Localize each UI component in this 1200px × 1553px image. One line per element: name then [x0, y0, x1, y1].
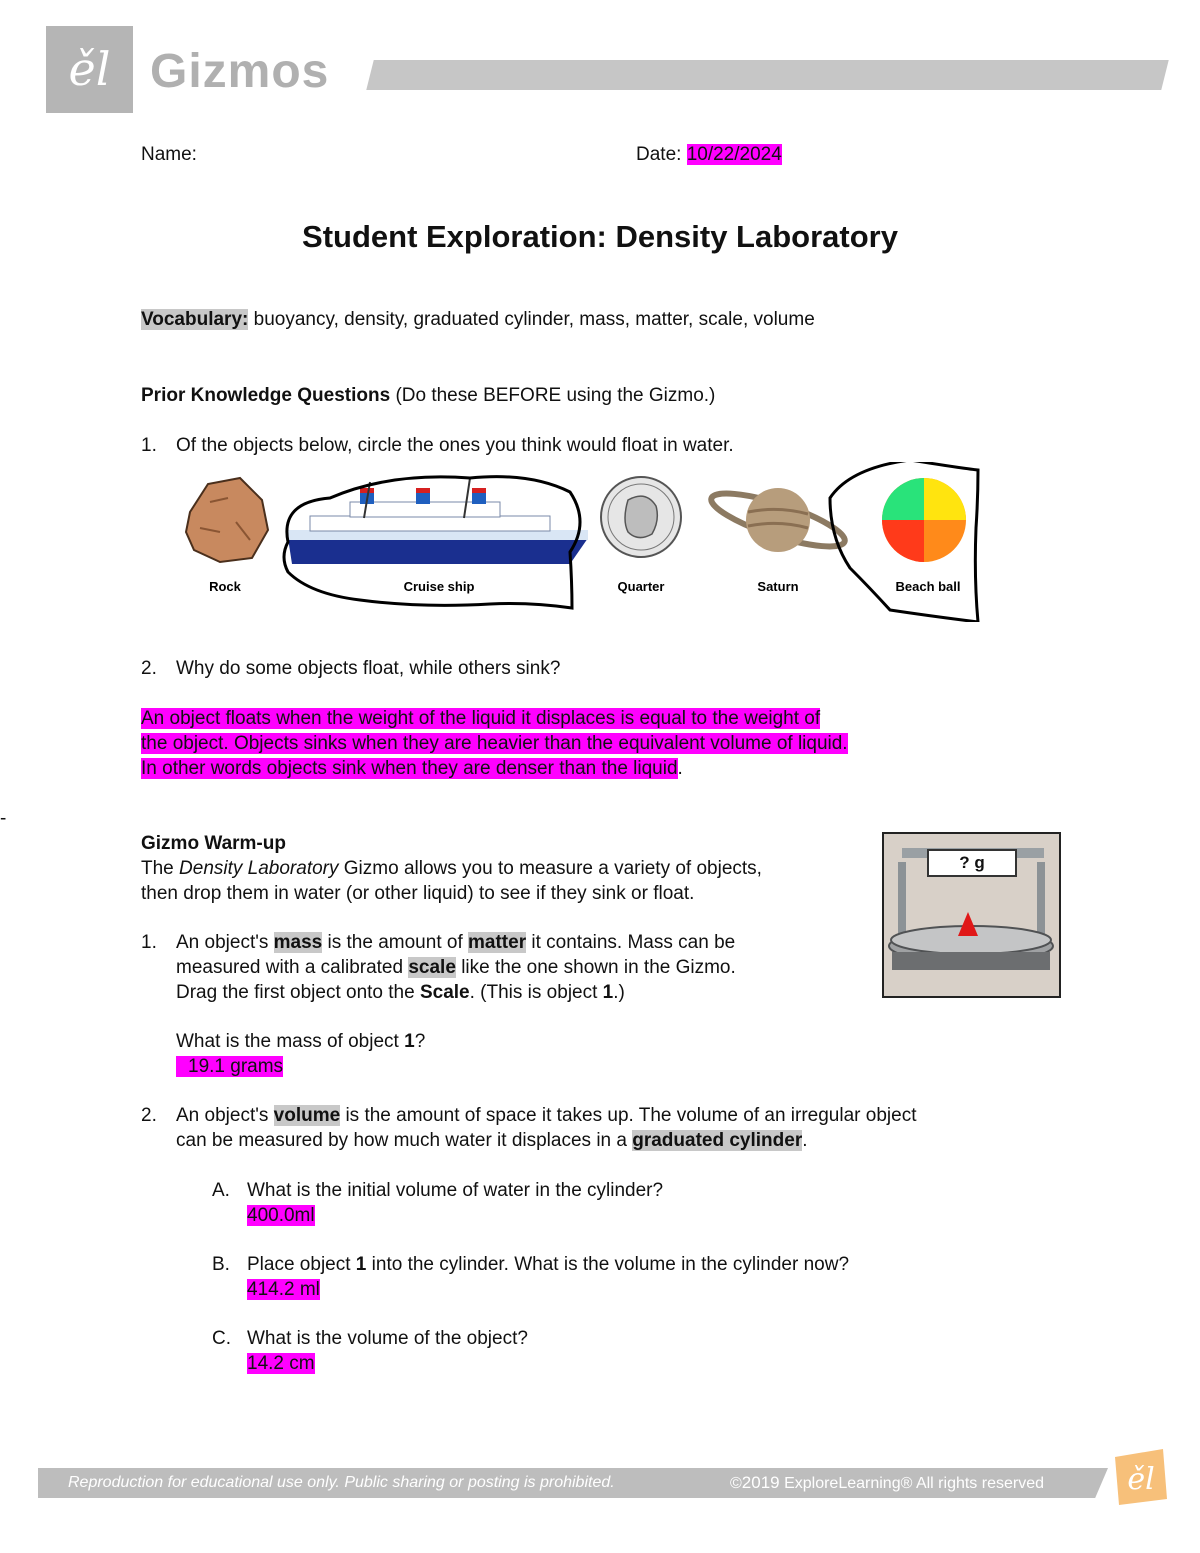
warmup-q1-line-2: measured with a calibrated scale like the one shown in the Gizmo. [176, 957, 736, 978]
footer-notice: Reproduction for educational use only. Public sharing or posting is prohibited. [68, 1474, 615, 1491]
svg-text:ěl: ěl [1127, 1462, 1155, 1497]
question-1-number: 1. [141, 435, 157, 456]
quarter-image [601, 477, 681, 557]
mass-answer: 19.1 grams [176, 1054, 283, 1079]
stray-mark: - [0, 808, 7, 829]
objects-illustration [170, 462, 1000, 622]
header-bar [366, 60, 1168, 90]
sub-a-letter: A. [212, 1180, 230, 1201]
question-1-text: Of the objects below, circle the ones you think would float in water. [176, 435, 734, 456]
prior-knowledge-heading: Prior Knowledge Questions (Do these BEFORE using the Gizmo.) [141, 385, 716, 406]
date-value: 10/22/2024 [686, 144, 782, 165]
sub-c-letter: C. [212, 1328, 231, 1349]
warmup-q1-number: 1. [141, 932, 157, 953]
object-label: Quarter [617, 579, 665, 594]
scale-image [882, 832, 1061, 998]
name-label: Name: [141, 144, 197, 165]
answer-line-2: the object. Objects sinks when they are heavier than the equivalent volume of liquid. [141, 733, 848, 754]
sub-b-question: Place object 1 into the cylinder. What is the volume in the cylinder now? [247, 1254, 850, 1275]
warmup-heading: Gizmo Warm-up [141, 833, 286, 854]
sub-b-letter: B. [212, 1254, 230, 1275]
question-2-number: 2. [141, 658, 157, 679]
date-field [636, 142, 782, 167]
warmup-q1-line-3: Drag the first object onto the Scale. (This is object 1.) [176, 982, 625, 1003]
date-label: Date: [636, 144, 682, 165]
sub-a-answer: 400.0ml [247, 1205, 315, 1226]
warmup-q2-line-1: An object's volume is the amount of space it takes up. The volume of an irregular object [176, 1105, 917, 1126]
warmup-q2-line-2: can be measured by how much water it displaces in a graduated cylinder. [176, 1130, 808, 1151]
sub-a-question: What is the initial volume of water in the cylinder? [247, 1180, 664, 1201]
answer-line-1: An object floats when the weight of the liquid it displaces is equal to the weight of [141, 708, 821, 729]
sub-b-answer: 414.2 ml [247, 1279, 320, 1300]
warmup-intro-line-2: then drop them in water (or other liquid) to see if they sink or float. [141, 883, 695, 904]
saturn-image [706, 483, 849, 557]
object-label: Rock [209, 579, 241, 594]
warmup-q2-number: 2. [141, 1105, 157, 1126]
object-label: Beach ball [895, 579, 961, 594]
question-2-text: Why do some objects float, while others sink? [176, 658, 561, 679]
vocabulary-label: Vocabulary: [141, 309, 249, 330]
vocabulary-terms: buoyancy, density, graduated cylinder, mass, matter, scale, volume [253, 309, 815, 330]
page-title: Student Exploration: Density Laboratory [302, 219, 898, 254]
object-label: Cruise ship [403, 579, 475, 594]
scale-display: ? g [959, 853, 985, 872]
warmup-q1-line-1: An object's mass is the amount of matter it contains. Mass can be [176, 932, 736, 953]
warmup-intro-line-1: The Density Laboratory Gizmo allows you to measure a variety of objects, [141, 858, 762, 879]
rock-image [186, 478, 268, 562]
warmup-q1-ask: What is the mass of object 1? [176, 1031, 426, 1052]
logo-icon: ěl [68, 42, 111, 96]
beach-ball-image [882, 478, 966, 562]
vocabulary-line [141, 307, 815, 332]
sub-c-question: What is the volume of the object? [247, 1328, 528, 1349]
object-label: Saturn [757, 579, 799, 594]
cruise-ship-image [288, 478, 588, 564]
explorelearning-logo-icon [1105, 1443, 1173, 1511]
sub-c-answer: 14.2 cm [247, 1353, 315, 1374]
answer-line-3: In other words objects sink when they are denser than the liquid. [141, 758, 683, 779]
footer-copyright: ©2019 ExploreLearning® All rights reserved [730, 1473, 1044, 1492]
brand-name: Gizmos [150, 45, 330, 98]
